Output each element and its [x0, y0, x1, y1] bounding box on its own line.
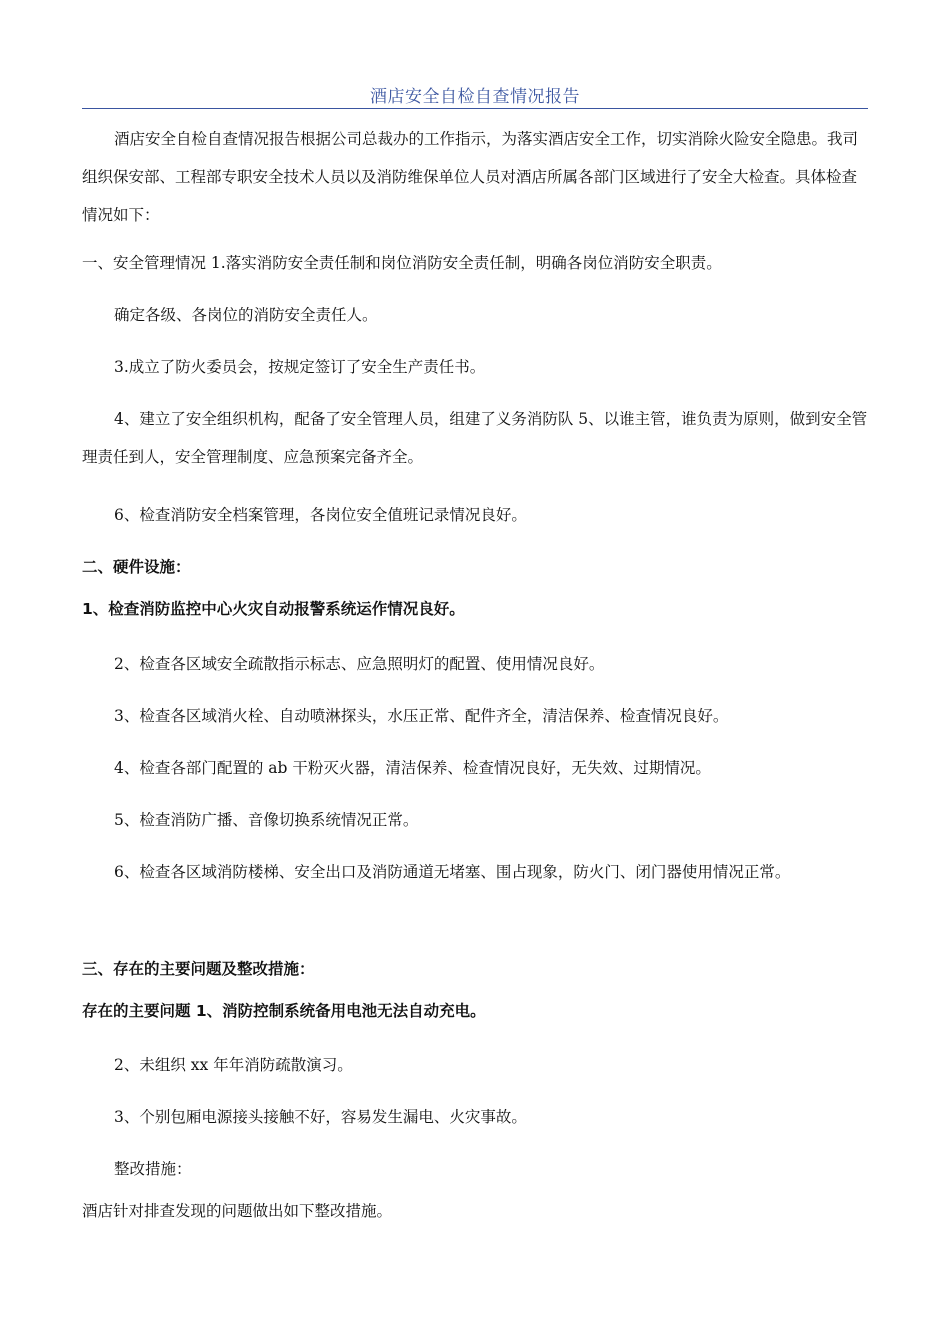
- paragraph-item: 4、检查各部门配置的 ab 干粉灭火器，清洁保养、检查情况良好，无失效、过期情况。: [114, 759, 711, 777]
- section-heading-problems: 三、存在的主要问题及整改措施：: [82, 960, 315, 978]
- paragraph-item: 3、个别包厢电源接头接触不好，容易发生漏电、火灾事故。: [114, 1108, 527, 1126]
- paragraph-item: 3.成立了防火委员会，按规定签订了安全生产责任书。: [114, 358, 486, 376]
- paragraph-problem-1: 存在的主要问题 1、消防控制系统备用电池无法自动充电。: [82, 1002, 486, 1020]
- section-heading-hardware: 二、硬件设施：: [82, 558, 191, 576]
- paragraph-item: 4、建立了安全组织机构，配备了安全管理人员，组建了义务消防队 5、以谁主管，谁负责为原则，做到安全管理责任到人，安全管理制度、应急预案完备齐全。: [82, 410, 868, 466]
- paragraph-item: 确定各级、各岗位的消防安全责任人。: [114, 306, 378, 324]
- paragraph-hardware-1: 1、检查消防监控中心火灾自动报警系统运作情况良好。: [82, 600, 465, 618]
- document-title: 酒店安全自检自查情况报告: [370, 87, 580, 107]
- paragraph-item: 6、检查各区域消防楼梯、安全出口及消防通道无堵塞、围占现象，防火门、闭门器使用情况正常。: [114, 863, 791, 881]
- paragraph-item: 5、检查消防广播、音像切换系统情况正常。: [114, 811, 419, 829]
- title-underline: [82, 108, 868, 109]
- paragraph-item: 2、未组织 xx 年年消防疏散演习。: [114, 1056, 353, 1074]
- paragraph-item: 2、检查各区域安全疏散指示标志、应急照明灯的配置、使用情况良好。: [114, 655, 605, 673]
- paragraph-section-1: 一、安全管理情况 1.落实消防安全责任制和岗位消防安全责任制，明确各岗位消防安全职责。: [82, 254, 722, 272]
- paragraph-measures: 酒店针对排查发现的问题做出如下整改措施。: [82, 1202, 393, 1220]
- paragraph-item: 3、检查各区域消火栓、自动喷淋探头，水压正常、配件齐全，清洁保养、检查情况良好。: [114, 707, 729, 725]
- paragraph-measures-heading: 整改措施：: [114, 1160, 192, 1178]
- paragraph-item: 6、检查消防安全档案管理，各岗位安全值班记录情况良好。: [114, 506, 527, 524]
- paragraph-intro: 酒店安全自检自查情况报告根据公司总裁办的工作指示，为落实酒店安全工作，切实消除火险安全隐患。我司组织保安部、工程部专职安全技术人员以及消防维保单位人员对酒店所属各部门区域进行了安全大检查。具体检查情况如下：: [82, 130, 859, 224]
